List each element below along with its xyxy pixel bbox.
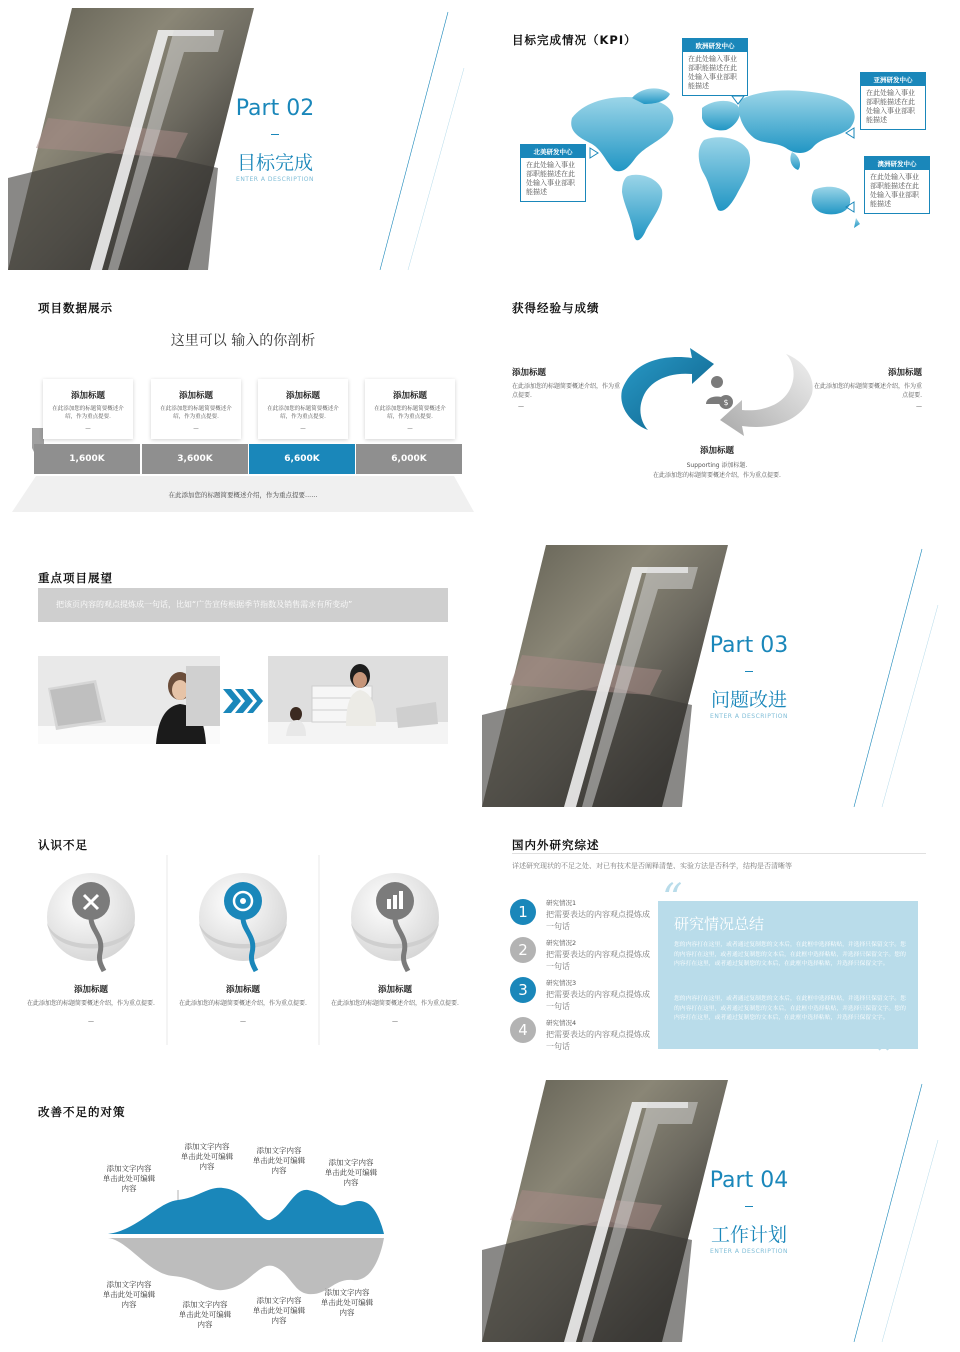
- bottom-item-title: 添加标题: [699, 446, 734, 456]
- card-desc: 在此添加您的标题简要概述介绍，作为重点提要.: [52, 406, 124, 420]
- item-desc: 在此添加您的标题简要概述介绍，作为重点提要.: [27, 1000, 155, 1007]
- bottom-item-desc: 在此添加您的标题简要概述介绍，作为重点提要.: [653, 472, 781, 479]
- kpi-box-text: 在此处输入事业部职能描述在此处输入事业部职能描述: [526, 161, 575, 196]
- value-bar: 6,000K: [356, 444, 462, 474]
- kpi-box-australia: [864, 156, 930, 214]
- section-cover-photo: [482, 545, 952, 807]
- card-title: 添加标题: [285, 391, 320, 401]
- slide-shortcomings: [8, 815, 478, 1077]
- card-dash: —: [193, 426, 199, 432]
- wave-label-top: 添加文字内容 单击此处可编辑 内容: [324, 1158, 378, 1187]
- item-title: 添加标题: [73, 985, 108, 995]
- part-subtitle: ENTER A DESCRIPTION: [710, 713, 788, 720]
- card-desc: 在此添加您的标题简要概述介绍，作为重点提要.: [267, 406, 339, 420]
- card-desc: 在此添加您的标题简要概述介绍，作为重点提要.: [160, 406, 232, 420]
- wave-label-bottom: 添加文字内容 单击此处可编辑 内容: [320, 1288, 374, 1317]
- step-label: 研究情况3: [546, 979, 577, 987]
- slide-title: 重点项目展望: [38, 571, 113, 585]
- kpi-box-title: 北美研发中心: [521, 145, 585, 158]
- slide-title: 认识不足: [38, 838, 88, 852]
- wave-label-bottom: 添加文字内容 单击此处可编辑 内容: [252, 1296, 306, 1325]
- open-quote-icon: “: [662, 876, 683, 922]
- slide-outlook: [8, 548, 478, 810]
- step-number: 3: [510, 977, 536, 1003]
- data-card: [151, 379, 241, 439]
- item-desc: 在此添加您的标题简要概述介绍，作为重点提要.: [331, 1000, 459, 1007]
- exchange-arrows-icon: [612, 342, 822, 442]
- kpi-box-title: 亚洲研发中心: [861, 73, 925, 86]
- kpi-box-title: 欧洲研发中心: [683, 39, 747, 52]
- card-title: 添加标题: [178, 391, 213, 401]
- left-item-desc: 在此添加您的标题简要概述介绍，作为重点提要.: [512, 383, 621, 399]
- part-subtitle: ENTER A DESCRIPTION: [236, 176, 314, 183]
- step-number: 1: [510, 899, 536, 925]
- slide-part-02: [8, 8, 478, 270]
- step-desc: 把需要表达的内容观点提炼成一句话: [546, 950, 650, 971]
- slide-part-03: [482, 545, 952, 807]
- step-number: 2: [510, 937, 536, 963]
- part-divider: [745, 671, 753, 672]
- kpi-box-north-america: [520, 144, 586, 202]
- data-card: [365, 379, 455, 439]
- step-desc: 把需要表达的内容观点提炼成一句话: [546, 910, 650, 931]
- slide-part-04: [482, 1080, 952, 1342]
- summary-panel: [658, 901, 918, 1049]
- close-quote-icon: ”: [876, 1034, 897, 1077]
- section-cover-photo: [482, 1080, 952, 1342]
- right-item-desc: 在此添加您的标题简要概述介绍，作为重点提要.: [813, 383, 922, 399]
- slide-project-data: [8, 278, 478, 540]
- item-title: 添加标题: [225, 985, 260, 995]
- card-title: 添加标题: [70, 391, 105, 401]
- step-label: 研究情况4: [546, 1019, 577, 1027]
- left-item-title: 添加标题: [512, 368, 547, 378]
- part-title: 目标完成: [236, 152, 313, 174]
- slide-title: 改善不足的对策: [38, 1105, 126, 1119]
- section-cover-photo: [8, 8, 478, 270]
- kpi-box-title: 澳洲研发中心: [865, 157, 929, 170]
- kpi-box-text: 在此处输入事业部职能描述在此处输入事业部职能描述: [688, 55, 737, 90]
- part-number: Part 02: [235, 96, 315, 121]
- target-icon: [196, 871, 290, 975]
- summary-paragraph: 您的内容打在这里，或者通过复制您的文本后，在此框中选择粘贴，并选择只保留文字。您的内容打在这里，或者通过复制您的文本后，在此框中选择粘贴，并选择只保留文字。您的内容打在这里，或者通过复制您的文本后，在此框中选择粘贴，并选择只保留文字。: [674, 996, 906, 1021]
- slide-title: 目标完成情况（KPI）: [512, 33, 637, 47]
- kpi-box-europe: [682, 38, 748, 96]
- card-title: 添加标题: [392, 391, 427, 401]
- step-label: 研究情况2: [546, 939, 577, 947]
- wave-label-top: 添加文字内容 单击此处可编辑 内容: [252, 1146, 306, 1175]
- slide-subtitle: 这里可以 输入的你剖析: [170, 333, 316, 349]
- item-dash: —: [392, 1018, 398, 1025]
- right-item-dash: —: [916, 403, 922, 410]
- slide-title: 获得经验与成绩: [512, 301, 600, 315]
- banner-quote: 把该页内容的观点提炼成一句话，比如“广告宣传根据季节指数及销售需求有所变动”: [38, 588, 448, 622]
- step-desc: 把需要表达的内容观点提炼成一句话: [546, 1030, 650, 1051]
- kpi-box-asia: [860, 72, 926, 130]
- data-card: [43, 379, 133, 439]
- slide-kpi: [482, 8, 952, 270]
- part-divider: [745, 1206, 753, 1207]
- item-dash: —: [88, 1018, 94, 1025]
- office-photo-2: [268, 656, 448, 744]
- card-dash: —: [300, 426, 306, 432]
- step-label: 研究情况1: [546, 899, 577, 907]
- item-title: 添加标题: [377, 985, 412, 995]
- part-title: 工作计划: [710, 1224, 787, 1246]
- tools-icon: [44, 871, 138, 975]
- part-number: Part 04: [709, 1168, 789, 1193]
- value-bar: 3,600K: [142, 444, 248, 474]
- slide-research: [482, 815, 952, 1077]
- office-photo-1: [38, 656, 220, 744]
- part-subtitle: ENTER A DESCRIPTION: [710, 1248, 788, 1255]
- summary-paragraph: 您的内容打在这里，或者通过复制您的文本后，在此框中选择粘贴，并选择只保留文字。您的内容打在这里，或者通过复制您的文本后，在此框中选择粘贴，并选择只保留文字。您的内容打在这里，或者通过复制您的文本后，在此框中选择粘贴，并选择只保留文字。: [674, 942, 906, 967]
- step-number: 4: [510, 1017, 536, 1043]
- slide-experience: [482, 278, 952, 540]
- right-item-title: 添加标题: [887, 368, 922, 378]
- wave-chart: [8, 1082, 478, 1344]
- title-underline: [512, 853, 926, 854]
- card-dash: —: [407, 426, 413, 432]
- wave-label-top: 添加文字内容 单击此处可编辑 内容: [102, 1164, 156, 1193]
- slide-title: 项目数据展示: [38, 301, 113, 315]
- slide-countermeasures: [8, 1082, 478, 1344]
- part-divider: [271, 134, 279, 135]
- value-bar: 1,600K: [34, 444, 140, 474]
- item-dash: —: [240, 1018, 246, 1025]
- wave-label-bottom: 添加文字内容 单击此处可编辑 内容: [102, 1280, 156, 1309]
- intro-text: 详述研究现状的不足之处、对已有技术是否阐释清楚、实验方法是否科学，结构是否清晰等: [512, 862, 792, 870]
- item-desc: 在此添加您的标题简要概述介绍，作为重点提要.: [179, 1000, 307, 1007]
- left-item-dash: —: [518, 403, 524, 410]
- card-desc: 在此添加您的标题简要概述介绍，作为重点提要.: [374, 406, 446, 420]
- wave-label-bottom: 添加文字内容 单击此处可编辑 内容: [178, 1300, 232, 1329]
- bar-chart-icon: [348, 871, 442, 975]
- value-bar: 6,600K: [249, 444, 355, 474]
- data-card: [258, 379, 348, 439]
- footer-note: 在此添加您的标题简要概述介绍，作为重点提要......: [168, 491, 318, 499]
- step-desc: 把需要表达的内容观点提炼成一句话: [546, 990, 650, 1011]
- summary-title: 研究情况总结: [674, 915, 765, 933]
- part-number: Part 03: [709, 633, 789, 658]
- svg-text:$: $: [723, 398, 729, 407]
- wave-label-top: 添加文字内容 单击此处可编辑 内容: [180, 1142, 234, 1171]
- kpi-box-text: 在此处输入事业部职能描述在此处输入事业部职能描述: [870, 173, 919, 208]
- bottom-item-desc: Supporting 添加标题.: [686, 462, 748, 469]
- card-dash: —: [85, 426, 91, 432]
- kpi-box-text: 在此处输入事业部职能描述在此处输入事业部职能描述: [866, 89, 915, 124]
- part-title: 问题改进: [710, 689, 787, 711]
- slide-title: 国内外研究综述: [512, 838, 600, 852]
- next-chevron-icon: [223, 689, 263, 713]
